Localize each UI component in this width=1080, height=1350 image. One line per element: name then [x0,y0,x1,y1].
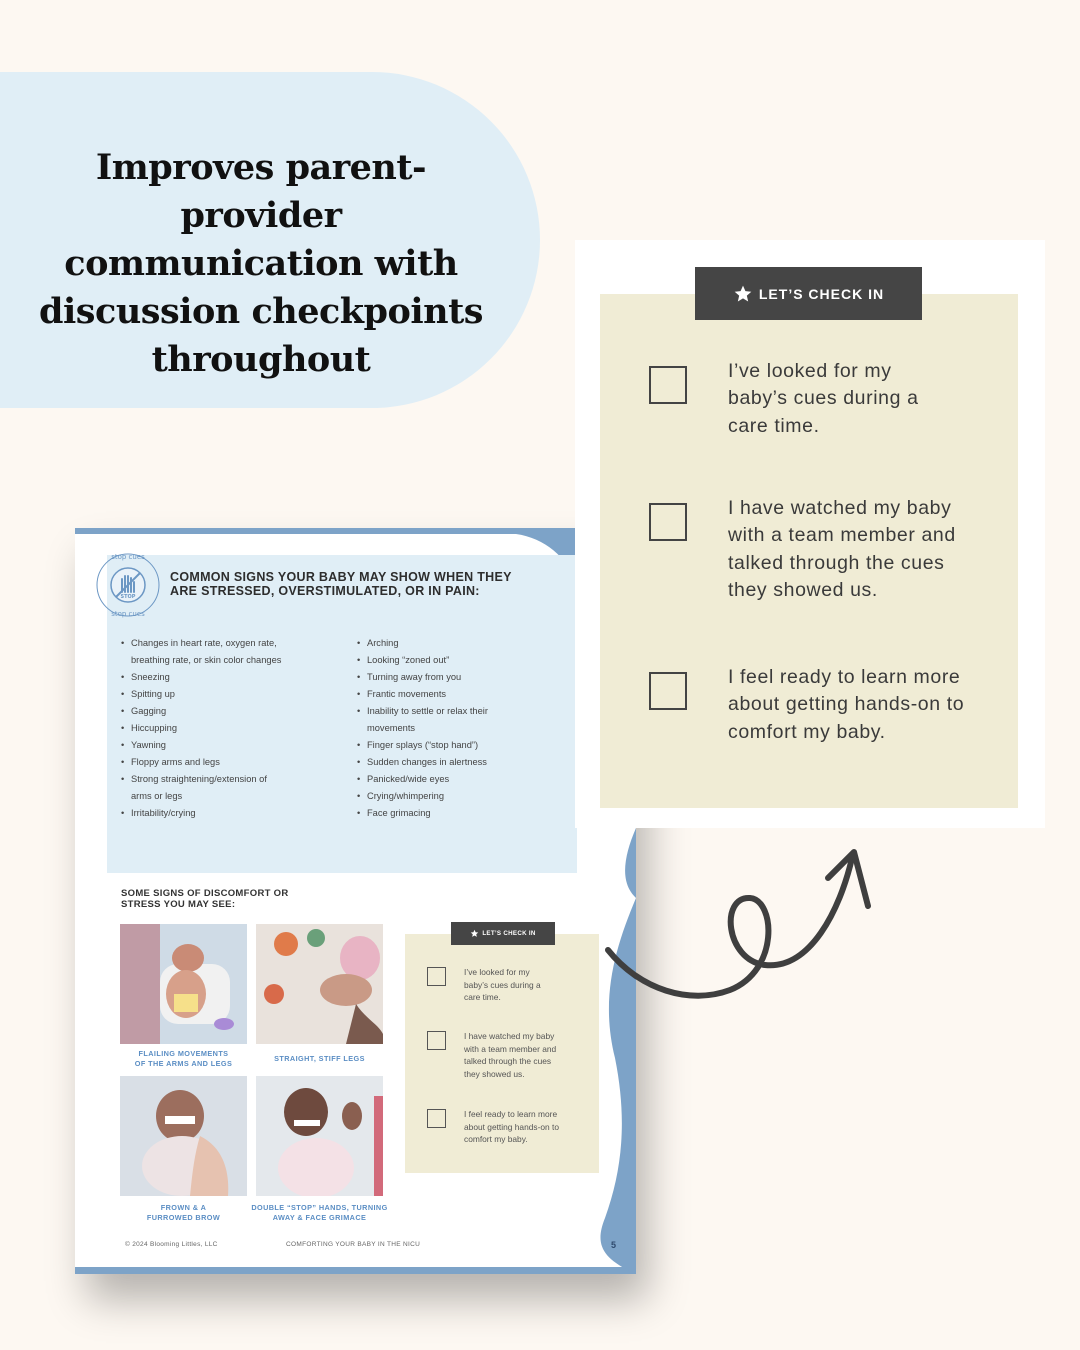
photo-caption: DOUBLE “STOP” HANDS, TURNING AWAY & FACE GRIMACE [251,1203,388,1222]
list-item: • Hiccupping [121,720,301,737]
checkbox[interactable] [649,672,687,710]
photo-caption: FROWN & A FURROWED BROW [146,1203,221,1222]
mini-checkin-tab: LET’S CHECK IN [451,922,555,945]
page-number: 5 [611,1240,617,1250]
top-border [75,528,636,534]
checklist-text: I’ve looked for my baby’s cues during a care time. [728,360,919,437]
list-item: • Sudden changes in alertness [357,754,517,771]
list-item: arms or legs [131,791,183,801]
mini-checklist-text: I’ve looked for my baby’s cues during a care time. [464,967,541,1003]
star-icon [470,929,479,938]
mini-checklist-text: I have watched my baby with a team member and talked through the cues they showed us. [464,1031,557,1080]
footer-copyright: © 2024 Blooming Littles, LLC [125,1241,218,1248]
list-item: • Finger splays (“stop hand”) [357,737,517,754]
list-item: movements [367,723,416,733]
list-item: • Yawning [121,737,301,754]
list-item: • Irritability/crying [121,805,301,822]
baby-photo [120,1076,247,1196]
list-item: • Strong straightening/extension of [121,771,301,788]
mini-checklist-text: I feel ready to learn more about getting hands-on to comfort my baby. [464,1109,559,1145]
list-item: • Sneezing [121,669,301,686]
baby-photo [256,1076,383,1196]
list-item: • Inability to settle or relax their [357,703,517,720]
bottom-border [75,1267,636,1274]
photo-flailing [120,924,247,1044]
checkin-zoom-card [575,240,1045,828]
list-item: • Spitting up [121,686,301,703]
checkbox[interactable] [427,967,446,986]
list-item: • Frantic movements [357,686,517,703]
checklist-text: I feel ready to learn more about getting hands-on to comfort my baby. [728,666,965,743]
signs-list-left [121,635,301,822]
photo-caption: FLAILING MOVEMENTS OF THE ARMS AND LEGS [134,1049,233,1068]
discomfort-title: SOME SIGNS OF DISCOMFORT OR STRESS YOU MAY SEE: [121,888,289,910]
list-item: • Crying/whimpering [357,788,517,805]
photo-frown [120,1076,247,1196]
baby-photo [120,924,247,1044]
list-item: • Floppy arms and legs [121,754,301,771]
checkbox[interactable] [649,503,687,541]
brochure-page [75,528,636,1274]
badge-center-text: STOP [120,594,136,600]
curly-arrow-icon [600,840,890,1030]
checkbox[interactable] [427,1031,446,1050]
baby-photo [256,924,383,1044]
photo-stop-hands [256,1076,383,1196]
list-item: • Arching [357,635,517,652]
checkbox[interactable] [649,366,687,404]
footer-title: COMFORTING YOUR BABY IN THE NICU [286,1241,421,1248]
headline: Improves parent-provider communication with discussion checkpoints throughout [39,147,483,380]
badge-bottom-text: stop cues [111,610,145,618]
list-item: • Gagging [121,703,301,720]
list-item: • Panicked/wide eyes [357,771,517,788]
checkbox[interactable] [427,1109,446,1128]
list-item: • Face grimacing [357,805,517,822]
photo-caption: STRAIGHT, STIFF LEGS [274,1054,365,1063]
badge-top-text: stop cues [111,553,145,561]
checklist-text: I have watched my baby with a team member and talked through the cues they showed us. [728,497,956,601]
stop-cues-badge [95,552,161,618]
photo-stiff-legs [256,924,383,1044]
list-item: breathing rate, or skin color changes [131,655,282,665]
checkin-tab: LET’S CHECK IN [695,267,922,320]
star-icon [733,284,753,304]
signs-list-right [357,635,517,822]
signs-title: COMMON SIGNS YOUR BABY MAY SHOW WHEN THEY ARE STRESSED, OVERSTIMULATED, OR IN PAIN: [170,570,512,598]
list-item: • Changes in heart rate, oxygen rate, [121,635,301,652]
list-item: • Looking “zoned out” [357,652,517,669]
list-item: • Turning away from you [357,669,517,686]
